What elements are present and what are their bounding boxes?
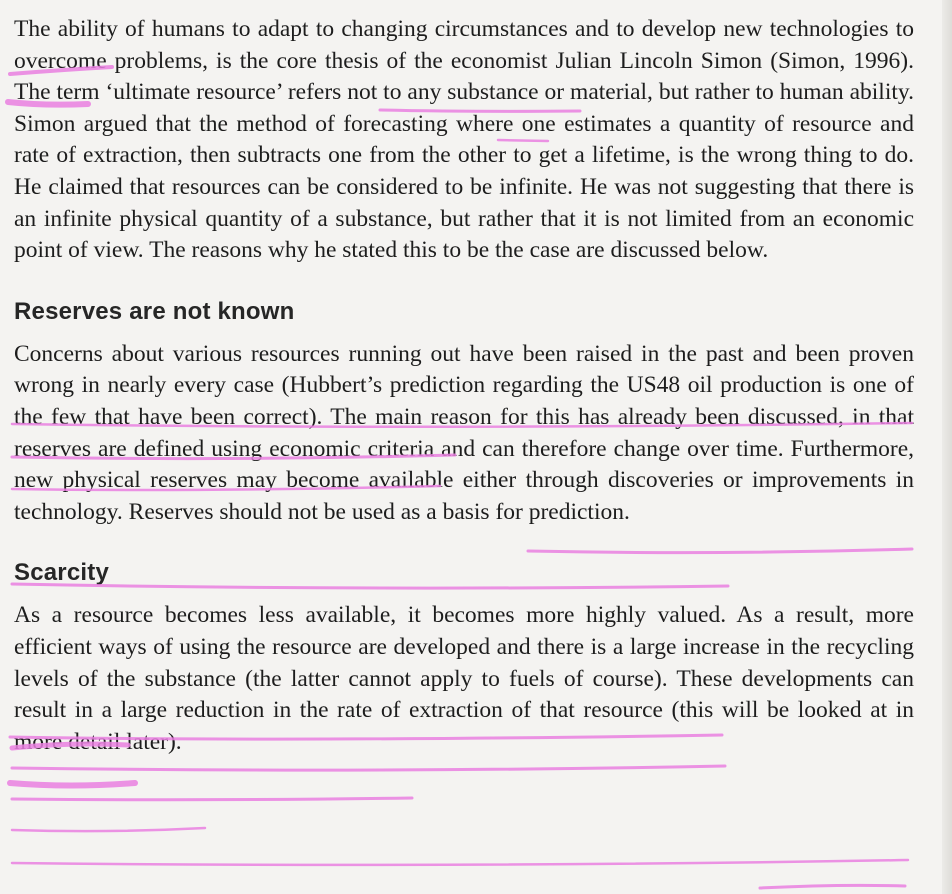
underline-last-line [12,860,908,865]
underline-developments [12,828,205,831]
section-heading-reserves: Reserves are not known [14,297,295,325]
reserves-paragraph: Concerns about various resources running out have been raised in the past and been proven wrong in nearly every case (Hubbert’s prediction regarding the US48 oil production is one of the few that have been correct). The main reason for this has already been discussed, in that reserves are defined using economic criteria and can therefore change over time. Furthermore, new physical reserves may become available either through discoveries or improvements in technology. Reserves should not be used as a basis for prediction. [14,340,914,525]
section-heading-scarcity: Scarcity [14,559,109,587]
underline-efficient-line [12,766,725,770]
intro-paragraph: The ability of humans to adapt to changing circumstances and to develop new technologies to overcome problems, is the core thesis of the economist Julian Lincoln Simon (Simon, 1996). The term ‘ultimate resource’ refers not to any substance or material, but rather to human ability. Simon argued that the method of forecasting where one estimates a quantity of resource and rate of extraction, then subtracts one from the other to get a lifetime, is the wrong thing to do. He claimed that resources can be considered to be infinite. He was not suggesting that there is an infinite physical quantity of a substance, but rather that it is not limited from an economic point of view. The reasons why he stated this to be the case are discussed below. [14,16,914,264]
mark-bottom-right [760,885,905,888]
highlight-recycling [10,783,135,786]
underline-recycling-line [12,798,412,800]
page-edge-shadow [942,0,952,894]
book-page [14,14,914,758]
scarcity-paragraph: As a resource becomes less available, it becomes more highly valued. As a result, more efficient ways of using the resource are developed and there is a large increase in the recycling levels of the substance (the latter cannot apply to fuels of course). These developments can result in a large reduction in the rate of extraction of that resource (this will be looked at in more detail later). [14,602,914,755]
